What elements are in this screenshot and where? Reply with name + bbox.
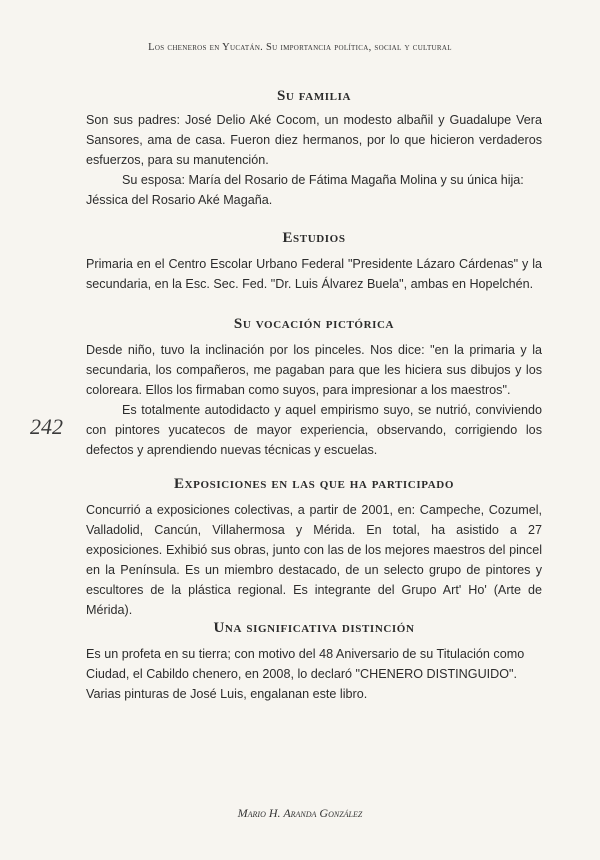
section-vocacion bbox=[86, 316, 542, 333]
paragraph: Es un profeta en su tierra; con motivo del 48 Aniversario de su Titulación como Ciudad, el Cabildo chenero, en 2008, lo declaró "CHENERO DISTINGUIDO". Varias pinturas de José Luis, engalanan este libro. bbox=[86, 647, 525, 701]
section-familia-body bbox=[86, 110, 542, 210]
section-exposiciones-body bbox=[86, 500, 542, 620]
section-heading: Exposiciones en las que ha participado bbox=[174, 476, 454, 492]
paragraph: Son sus padres: José Delio Aké Cocom, un modesto albañil y Guadalupe Vera Sansores, ama de casa. Fueron diez hermanos, por lo que hicieron verdaderos esfuerzos, para su manutención. bbox=[86, 113, 542, 167]
section-exposiciones bbox=[86, 476, 542, 493]
section-heading: Una significativa distinción bbox=[213, 620, 415, 636]
paragraph: Es totalmente autodidacto y aquel empirismo suyo, se nutrió, conviviendo con pintores yucatecos de mayor experiencia, observando, corrigiendo los defectos y aprendiendo nuevas técnicas y escuelas. bbox=[86, 403, 542, 457]
paragraph: Primaria en el Centro Escolar Urbano Federal "Presidente Lázaro Cárdenas" y la secundaria, en la Esc. Sec. Fed. "Dr. Luis Álvarez Buela", ambas en Hopelchén. bbox=[86, 257, 542, 291]
running-head: Los cheneros en Yucatán. Su importancia política, social y cultural bbox=[148, 42, 452, 53]
section-familia bbox=[86, 88, 542, 105]
section-distincion-body bbox=[86, 644, 542, 704]
section-estudios-body bbox=[86, 254, 542, 294]
section-vocacion-body bbox=[86, 340, 542, 460]
section-heading: Su familia bbox=[276, 88, 352, 104]
section-heading: Estudios bbox=[282, 230, 346, 246]
author-footer: Mario H. Aranda González bbox=[237, 806, 363, 820]
paragraph: Concurrió a exposiciones colectivas, a partir de 2001, en: Campeche, Cozumel, Valladolid, Cancún, Villahermosa y Mérida. En total, ha asistido a 27 exposiciones. Exhibió sus obras, junto con las de los mejores maestros del pincel en la Península. Es un miembro destacado, de un selecto grupo de pintores y escultores de la plástica regional. Es integrante del Grupo Art' Ho' (Arte de Mérida). bbox=[86, 503, 542, 617]
section-estudios bbox=[86, 230, 542, 247]
paragraph: Desde niño, tuvo la inclinación por los pinceles. Nos dice: "en la primaria y la secundaria, los compañeros, me pagaban para que les hiciera sus dibujos y los coloreara. Ellos los firmaban como suyos, para impresionar a los maestros". bbox=[86, 343, 542, 397]
paragraph: Su esposa: María del Rosario de Fátima Magaña Molina y su única hija: Jéssica del Rosario Aké Magaña. bbox=[86, 173, 524, 207]
section-distincion bbox=[86, 620, 542, 637]
page-number: 242 bbox=[30, 414, 63, 439]
section-heading: Su vocación pictórica bbox=[233, 316, 395, 332]
